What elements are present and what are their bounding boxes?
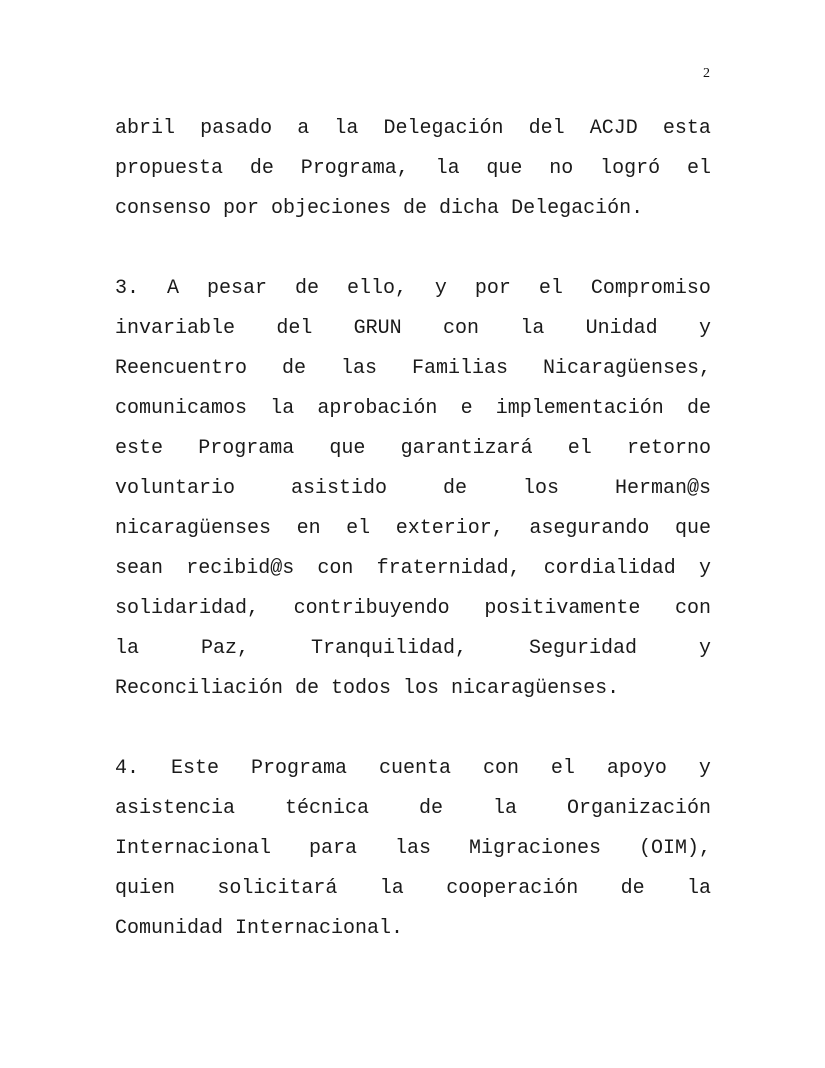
word: para xyxy=(309,837,358,860)
word: positivamente xyxy=(484,597,641,620)
word: con xyxy=(482,757,519,780)
word: la xyxy=(492,797,517,820)
word: de xyxy=(249,157,274,180)
text-line xyxy=(115,269,711,309)
text-line xyxy=(115,589,711,629)
word: la xyxy=(520,317,545,340)
word: con xyxy=(674,597,711,620)
text-line xyxy=(115,309,711,349)
text-line xyxy=(115,829,711,869)
word: Familias xyxy=(411,357,508,380)
word: y xyxy=(698,317,711,340)
word: la xyxy=(686,877,711,900)
word: a xyxy=(297,117,310,140)
text-line xyxy=(115,389,711,429)
word: cuenta xyxy=(378,757,451,780)
word: el xyxy=(538,277,563,300)
word: Reencuentro xyxy=(115,357,248,380)
word: de xyxy=(294,277,319,300)
word: la xyxy=(270,397,295,420)
word: (OIM), xyxy=(638,837,711,860)
word: e xyxy=(460,397,473,420)
word: y xyxy=(698,637,711,660)
word: solicitará xyxy=(217,877,338,900)
paragraph-4 xyxy=(115,749,711,949)
word: ello, xyxy=(346,277,407,300)
word: sean xyxy=(115,557,164,580)
word: de xyxy=(686,397,711,420)
word: del xyxy=(528,117,565,140)
word: técnica xyxy=(285,797,370,820)
word: Programa xyxy=(198,437,295,460)
word: invariable xyxy=(115,317,236,340)
word: que xyxy=(674,517,711,540)
text-line xyxy=(115,549,711,589)
body-text xyxy=(115,109,711,949)
text-line: Reconciliación de todos los nicaragüenses. xyxy=(115,677,620,700)
word: la xyxy=(115,637,140,660)
paragraph-1 xyxy=(115,109,711,229)
text-line xyxy=(115,629,711,669)
word: fraternidad, xyxy=(376,557,521,580)
word: las xyxy=(394,837,431,860)
text-line xyxy=(115,149,711,189)
word: aprobación xyxy=(317,397,438,420)
word: asistencia xyxy=(115,797,236,820)
word: abril xyxy=(115,117,176,140)
word: voluntario xyxy=(115,477,236,500)
word: Delegación xyxy=(383,117,504,140)
word: asegurando xyxy=(529,517,650,540)
word: Programa, xyxy=(300,157,409,180)
word: pasado xyxy=(200,117,273,140)
word: el xyxy=(686,157,711,180)
word: Migraciones xyxy=(468,837,601,860)
word: con xyxy=(317,557,354,580)
word: de xyxy=(282,357,307,380)
word: la xyxy=(379,877,404,900)
word: comunicamos xyxy=(115,397,248,420)
word: Nicaragüenses, xyxy=(542,357,711,380)
text-line: Comunidad Internacional. xyxy=(115,917,404,940)
word: las xyxy=(340,357,377,380)
word: la xyxy=(334,117,359,140)
word: y xyxy=(698,557,711,580)
word: 4. xyxy=(115,757,140,780)
word: el xyxy=(550,757,575,780)
word: pesar xyxy=(206,277,267,300)
word: A xyxy=(166,277,179,300)
word: solidaridad, xyxy=(115,597,260,620)
word: en xyxy=(296,517,321,540)
word: los xyxy=(522,477,559,500)
word: asistido xyxy=(291,477,388,500)
text-line xyxy=(115,869,711,909)
word: la xyxy=(435,157,460,180)
word: nicaragüenses xyxy=(115,517,272,540)
word: propuesta xyxy=(115,157,224,180)
word: con xyxy=(443,317,480,340)
word: quien xyxy=(115,877,176,900)
word: que xyxy=(329,437,366,460)
text-line xyxy=(115,109,711,149)
word: Unidad xyxy=(585,317,658,340)
text-line xyxy=(115,749,711,789)
word: Herman@s xyxy=(614,477,711,500)
word: el xyxy=(346,517,371,540)
word: este xyxy=(115,437,164,460)
page-number: 2 xyxy=(703,66,710,81)
word: 3. xyxy=(115,277,140,300)
word: Internacional xyxy=(115,837,272,860)
word: logró xyxy=(600,157,661,180)
word: del xyxy=(276,317,313,340)
word: Seguridad xyxy=(528,637,637,660)
text-line xyxy=(115,429,711,469)
word: Programa xyxy=(250,757,347,780)
word: garantizará xyxy=(400,437,533,460)
word: no xyxy=(549,157,574,180)
word: ACJD xyxy=(589,117,638,140)
paragraph-3 xyxy=(115,269,711,709)
word: cooperación xyxy=(446,877,579,900)
text-line xyxy=(115,509,711,549)
word: retorno xyxy=(626,437,711,460)
word: Compromiso xyxy=(590,277,711,300)
word: cordialidad xyxy=(543,557,676,580)
word: recibid@s xyxy=(186,557,295,580)
text-line xyxy=(115,789,711,829)
word: Paz, xyxy=(200,637,249,660)
word: por xyxy=(474,277,511,300)
text-line: consenso por objeciones de dicha Delegación. xyxy=(115,197,644,220)
word: GRUN xyxy=(353,317,402,340)
word: de xyxy=(620,877,645,900)
word: exterior, xyxy=(395,517,504,540)
word: y xyxy=(698,757,711,780)
text-line xyxy=(115,349,711,389)
word: el xyxy=(567,437,592,460)
word: Tranquilidad, xyxy=(310,637,467,660)
word: Este xyxy=(170,757,219,780)
text-line xyxy=(115,469,711,509)
word: Organización xyxy=(566,797,711,820)
word: que xyxy=(486,157,523,180)
word: de xyxy=(418,797,443,820)
word: y xyxy=(434,277,447,300)
word: de xyxy=(442,477,467,500)
word: contribuyendo xyxy=(293,597,450,620)
word: implementación xyxy=(495,397,664,420)
word: esta xyxy=(662,117,711,140)
word: apoyo xyxy=(606,757,667,780)
